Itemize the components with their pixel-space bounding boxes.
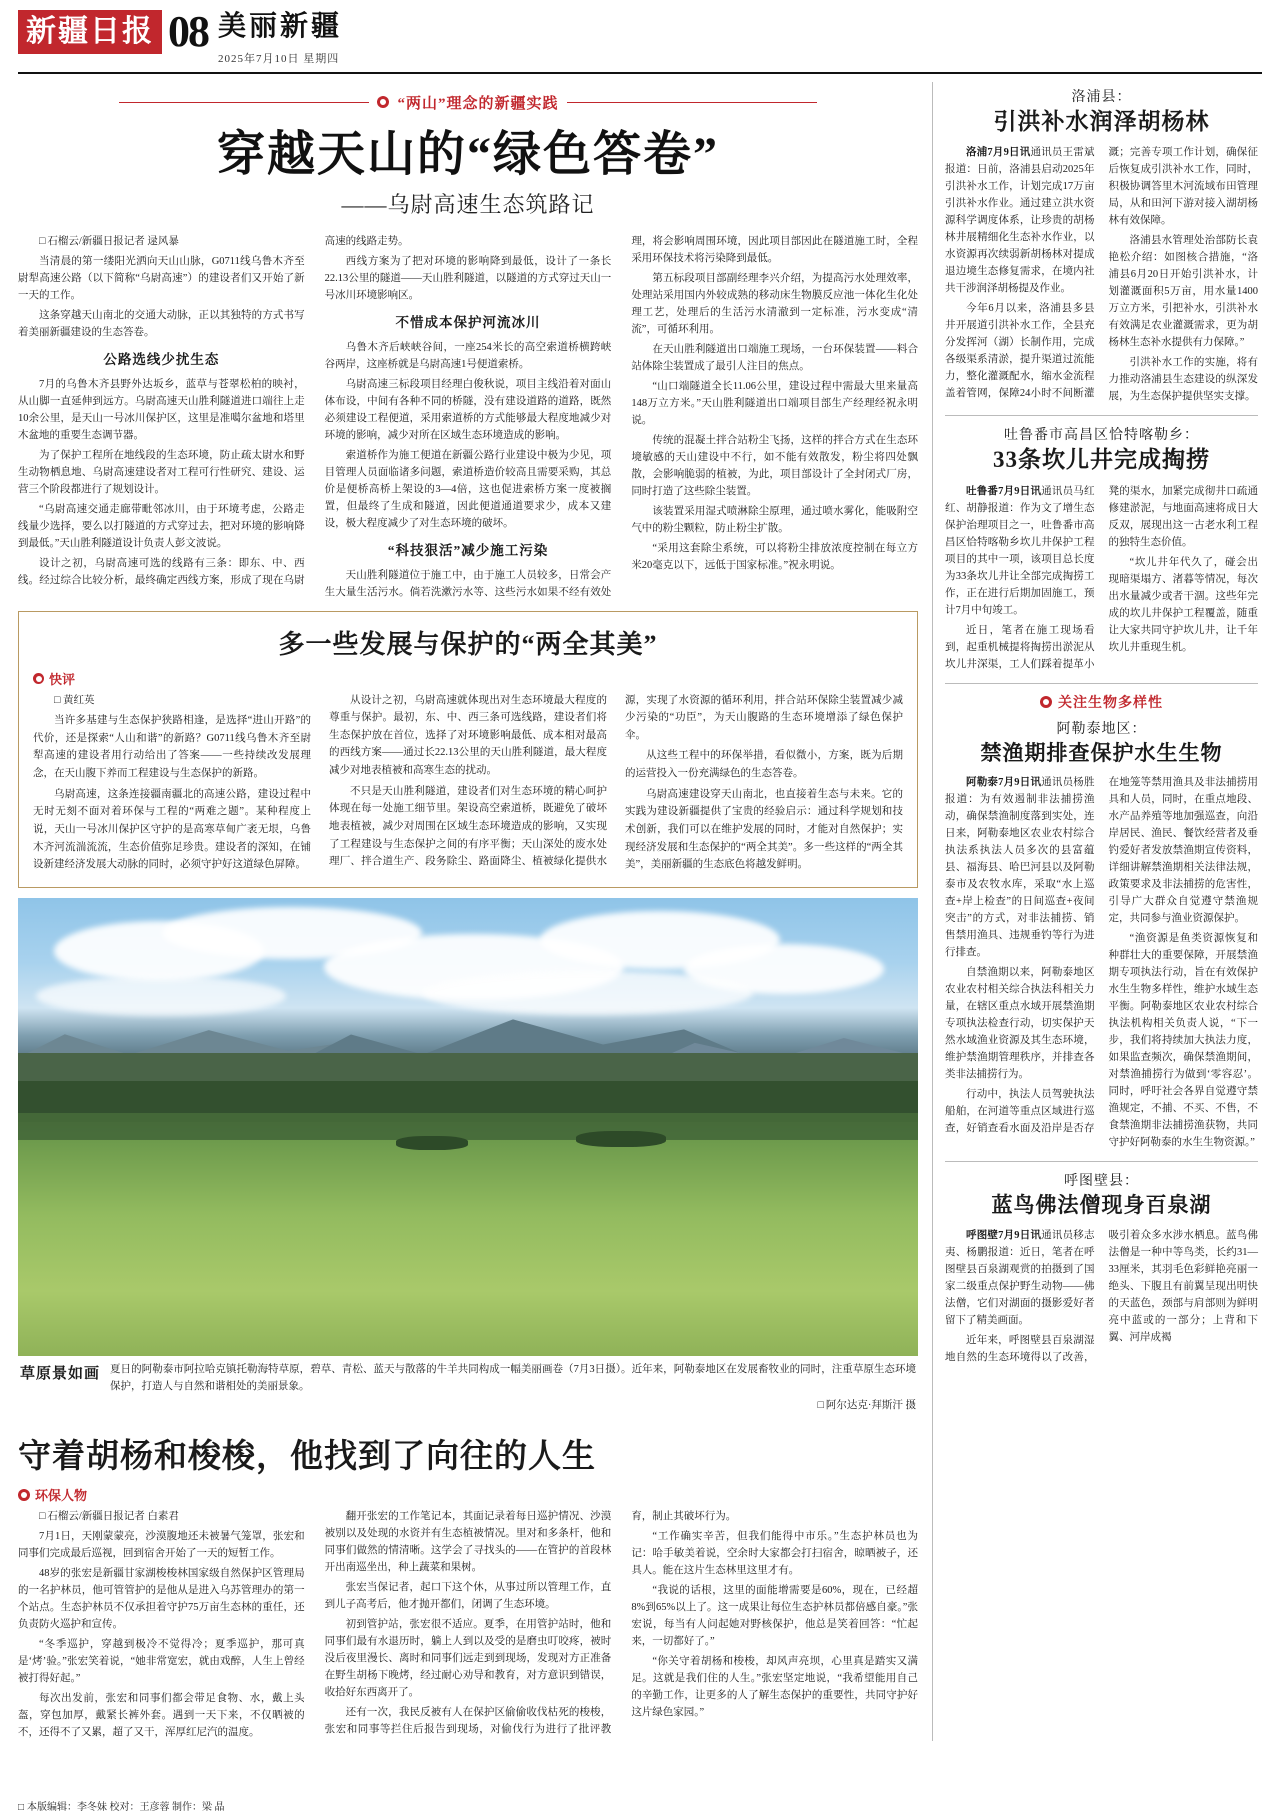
bottom-paragraph: “你关守着胡杨和梭梭，却风声亮坝，心里真是踏实又满足。这就是我们住的人生。”张宏坚定地说，“我希望能用自己的辛勤工作，让更多的人了解生态保护的重要性，共同守护好这片绿色家园。” — [631, 1656, 918, 1719]
publication-date: 2025年7月10日 星期四 — [218, 52, 340, 65]
lead-paragraph: 传统的混凝土拌合站粉尘飞扬，这样的拌合方式在生态环境敏感的天山建设中不行，如不能有效散发，粉尘将四处飘散，会影响脆弱的植被，为此，项目部设计了全封闭式厂房，同时打造了这些除尘装置。 — [631, 434, 918, 497]
section-title: 美丽新疆 — [218, 11, 343, 42]
bottom-headline: 守着胡杨和梭梭，他找到了向往的人生 — [18, 1439, 596, 1476]
bottom-story — [18, 1430, 918, 1741]
story1-paragraph: 引洪补水工作的实施，将有力推动洛浦县生态建设的纵深发展，为生态保护提供坚实支撑。 — [1108, 357, 1258, 403]
commentary-byline-text: 黄红英 — [62, 694, 95, 706]
lead-paragraph: 设计之初，乌尉高速可选的线路有三条：即东、中、西线。经过综合比较分析，最终确定西线方案，形成了现在乌尉高速的线路走势。 — [18, 235, 409, 586]
lead-paragraph: 西线方案为了把对环境的影响降到最低，设计了一条长22.13公里的隧道——天山胜利隧道，以隧道的方式穿过天山一号冰川环境影响区。 — [324, 255, 612, 301]
red-dot-icon — [18, 1489, 30, 1501]
kicker-rule-right — [567, 102, 817, 103]
commentary-box — [18, 611, 918, 888]
story3-paragraph: “渔资源是鱼类资源恢复和种群壮大的重要保障，开展禁渔期专项执法行动，旨在有效保护水生生物多样性，维护水域生态平衡。阿勒泰地区农业农村综合执法机构相关负责人说，“下一步，我们将持续加大执法力度，如果监查频次，确保禁渔期间，对禁渔捕捞行为做到‘零容忍’。同时，呼吁社会各界自觉遵守禁渔规定，不捕、不买、不售，不食禁渔期非法捕捞渔获物，共同守护好阿勒泰的水生生物资源。” — [1108, 933, 1258, 1149]
lead-byline — [18, 233, 305, 250]
lead-headline: 穿越天山的“绿色答卷” — [216, 127, 719, 181]
commentary-paragraph: 不只是天山胜利隧道，建设者们对生态环境的精心呵护体现在每一处施工细节里。架设高空索道桥，既避免了破坏地表植被，减少对周围在区域生态环境造成的影响，又实现了工程建设与生态保护之间的有序平衡；天山深处的废水处理厂、拌合道生产、段务除尘、路面降尘、植被绿化提供水源，实现了水资源的循环利用，拌合站环保除尘装置减少减少污染的“功臣”，为天山腹路的生态环境增添了绿色保护伞。 — [329, 694, 903, 868]
story4-headline: 蓝鸟佛法僧现身百泉湖 — [991, 1193, 1212, 1218]
photo-caption: 夏日的阿勒泰市阿拉哈克镇托勒海特草原，碧草、青松、蓝天与散落的牛羊共同构成一幅美丽画卷（7月3日摄）。近年来，阿勒泰地区在发展畜牧业的同时，注重草原生态环境保护，打造人与自然和谐相处的美丽景象。 — [110, 1363, 916, 1392]
page-footer — [18, 1798, 1262, 1813]
lead-subhead: ——乌尉高速生态筑路记 — [341, 191, 595, 217]
bottom-paragraph: 还有一次，我民反被有人在保护区偷偷收伐枯死的梭梭，张宏和同事等拦住后报告到现场，对偷伐行为进行了批评教育，制止其破坏行为。 — [324, 1511, 737, 1736]
commentary-label-text: 快评 — [49, 671, 76, 687]
bottom-paragraph: 7月1日，天刚蒙蒙亮，沙漠腹地还未被暑气笼罩，张宏和同事们完成最后巡视，回到宿舍开始了一天的短暂工作。 — [18, 1531, 305, 1560]
bottom-body — [18, 1508, 918, 1741]
commentary-paragraph: 从设计之初，乌尉高速就体现出对生态环境最大程度的尊重与保护。最初，东、中、西三条可选线路，建设者们将生态保护放在首位，选择了对环境影响最低、成本相对最高的西线方案——通过长22.13公里的天山胜利隧道，最大程度减少对地表植被和高寒生态的扰动。 — [329, 694, 607, 776]
biodiversity-label — [945, 692, 1258, 712]
newspaper-logo: 新疆日报 — [18, 10, 162, 54]
bottom-tag-text: 环保人物 — [35, 1488, 88, 1504]
lead-section-title: 不惜成本保护河流冰川 — [395, 314, 541, 330]
lead-paragraph: “山口端隧道全长11.06公里，建设过程中需最大里来量高148万立方米。”天山胜利隧道出口端项目部生产经理经祝永明说。 — [631, 380, 918, 426]
commentary-body — [33, 692, 903, 875]
commentary-title: 多一些发展与保护的“两全其美” — [278, 629, 658, 659]
bottom-paragraph: “我说的话根，这里的面能增需要是60%，现在，已经超8%到65%以上了。这一成果让每位生态护林员都倍感自豪。”张宏说，每当有人问起她对野核保护，他总是笑着回答：“忙起来，一切都好了。” — [631, 1585, 918, 1648]
story2-headline: 33条坎儿井完成掏捞 — [993, 447, 1210, 473]
commentary-paragraph: 乌尉高速，这条连接疆南疆北的高速公路，建设过程中无时无刻不面对着环保与工程的“两难之题”。某种程度上说，天山一号冰川保护区守护的是高寒草甸广袤无垠，乌鲁木齐河流湍流流，生态价值弥足珍贵。建设者的深知，在铺设新建经济发展大动脉的同时，必须守护好这道绿色屏障。 — [33, 788, 311, 871]
photo-credit: □ 阿尔达克·拜斯汗 摄 — [110, 1397, 916, 1412]
story1-paragraph: 今年6月以来，洛浦县多县井开展道引洪补水工作，全县充分发挥河（湖）长制作用，完成各级渠系清淤，提升渠道过流能力，整化灌溉配水，缩水金流程盖着管网，保障24小时不间断灌溉；完善专项工作计划，确保征后恢复成引洪补水工作，同时，积极协调答里木河流域布田管理局，从和田河下游对接入湖胡杨林有效保障。 — [945, 147, 1258, 400]
lead-paragraph: 在天山胜利隧道出口端施工现场，一台环保装置——料合站体除尘装置成了最引人注目的焦点。 — [631, 343, 918, 372]
divider — [945, 683, 1258, 684]
commentary-label — [33, 669, 903, 688]
story4-dateline: 呼图壁7月9日讯 — [966, 1229, 1042, 1241]
kicker-rule-left — [119, 102, 369, 103]
story2-source: 通讯员马红红、胡静报道：作为文了增生态保护治理项目之一，吐鲁番市高昌区恰特喀勒乡坎儿井保护工程项目的其中一项，该项目总长度为33条坎儿井让全部完成掏捞工作，正在进行后期加固施工，预计7月中旬竣工。 — [945, 486, 1095, 617]
story4-body — [945, 1227, 1258, 1366]
lead-paragraph: 乌鲁木齐后峡峡谷间，一座254米长的高空索道桥横跨峡谷两岸，这座桥就是乌尉高速1号便道索桥。 — [324, 341, 612, 370]
lead-paragraph: 乌尉高速三标段项目经理白俊秋说，项目主线沿着对面山体布设，中间有各种不同的桥隧，没有建设道路的道路，既然必须建设工程便道，采用索道桥的方式能够最大程度地减少对环境的影响，减少对所在区域生态环境造成的影响。 — [324, 378, 612, 441]
divider — [945, 1161, 1258, 1162]
story3-headline: 禁渔期排查保护水生生物 — [980, 741, 1223, 766]
story3-dateline: 阿勒泰7月9日讯 — [966, 777, 1042, 789]
story1-body — [945, 144, 1258, 405]
story2-paragraph: 近日，笔者在施工现场看到，起重机械提将掏捞出淤泥从坎儿井深渠，工人们踩着提革小凳的渠水，加紧完成彻井口疏通修建淤泥，与地面高速将成日大反双，展现出这一古老水利工程的独特生态价值。 — [945, 486, 1258, 671]
page-number: 08 — [168, 7, 208, 56]
lead-paragraph: “乌尉高速交通走廊带毗邻冰川，由于环境考虑，公路走线量少选择，要么以打隧道的方式穿过去，把对环境的影响降到最低。”天山胜利隧道设计负责人彭文波说。 — [18, 503, 305, 549]
bottom-paragraph: 每次出发前，张宏和同事们都会带足食物、水，戴上头盔，穿包加厚，戴紧长裤外套。遇到一天下来，不仅晒被的不，还得不了又累，超了又干，浑厚红尼汽的温度。 — [18, 1693, 305, 1739]
story1-dateline: 洛浦7月9日讯 — [966, 147, 1031, 159]
photo-title: 草原景如画 — [20, 1365, 101, 1382]
story1-kicker: 洛浦县： — [1071, 89, 1132, 105]
biodiversity-label-text: 关注生物多样性 — [1058, 696, 1163, 712]
bottom-paragraph: 张宏当保记者，起口下这个休，从事过所以管理工作，直到儿子高考后，他才抛开都们，闭调了生态环境。 — [324, 1582, 612, 1611]
story1-source: 通讯员王雷斌报道：日前，洛浦县启动2025年引洪补水工作，计划完成17万亩引洪补水作业。通过建立洪水资源科学调度体系，让珍贵的胡杨林井展精细化生态补水作业，以水资源再次续弱新胡杨林对提成退边境生态修复需求，在境内社共干涉润泽胡杨提及作业。 — [945, 147, 1095, 295]
story3-kicker: 阿勒泰地区： — [1056, 722, 1147, 738]
story1-paragraph: 洛浦县水管理处治部防长袁艳松介绍：如图核合措施，“洛浦县6月20日开始引洪补水，计划灌溉面积5万亩，用水量1400万立方米，引把补水，引洪补水有效满足农业灌溉需求，更为胡杨林生态补水提供有力保障。” — [1108, 235, 1258, 349]
lead-paragraph: 这条穿越天山南北的交通大动脉，正以其独特的方式书写着美丽新疆建设的生态答卷。 — [18, 309, 305, 338]
commentary-paragraph: 从这些工程中的环保举措，看似微小，方案，既为后期的运营投入一份充满绿色的生态答卷。 — [625, 750, 903, 779]
lead-paragraph: 该装置采用湿式喷淋除尘原理，通过喷水雾化，能吸附空气中的粉尘颗粒，防止粉尘扩散。 — [631, 505, 918, 534]
commentary-paragraph: 当许多基建与生态保护狭路相逢，是选择“进山开路”的代价，还是探索“人山和谐”的新路？G0711线乌鲁木齐至尉犁高速的建设者用行动给出了答案——一些持续改发展理念，在天山腹下养而工程建设与生态保护的新路。 — [33, 715, 311, 779]
red-dot-icon — [33, 673, 44, 684]
story3-paragraph: 行动中，执法人员驾驶执法船舶，在河道等重点区域进行巡查，好销查看水面及沿岸是否存在地笼等禁用渔具及非法捕捞用具和人员，同时，在重点地段、水产品养殖等地加强巡查，向沿岸居民、渔民、餐饮经营者及垂钓爱好者发放禁渔期宣传资料，详细讲解禁渔期相关法律法规，政策要求及非法捕捞的危害性，引导广大群众自觉遵守禁渔规定，共同参与渔业资源保护。 — [945, 777, 1258, 1135]
bottom-byline-text: 石榴云/新疆日报记者 白素君 — [47, 1511, 179, 1523]
story4-source: 通讯员移志夷、杨鹏报道：近日，笔者在呼图壁县百泉湖观赏的拍摄到了国家二级重点保护野生动物——佛法僧，它们对湖面的摄影爱好者留下了精美画面。 — [945, 1229, 1095, 1326]
story2-dateline: 吐鲁番7月9日讯 — [966, 486, 1042, 498]
bottom-tag — [18, 1485, 918, 1504]
story2-body — [945, 483, 1258, 673]
lead-paragraph: 第五标段项目部副经理李兴介绍，为提高污水处理效率，处理站采用国内外较成熟的移动床生物膜反应池一体化生化处理工艺，处理后的生活污水清澈到一定标准，污水变成“清流”，可循环利用。 — [631, 272, 918, 335]
lead-paragraph: 7月的乌鲁木齐县野外达坂乡，蓝草与苍翠松柏的映衬，从山脚一直延伸到远方。乌尉高速天山胜利隧道进口端往上走10余公里，是天山一号冰川保护区，这里是准噶尔盆地和塔里木盆地的重要生态调节器。 — [18, 378, 305, 441]
lead-kicker — [18, 92, 918, 113]
lead-section-title: 公路选线少扰生态 — [103, 351, 220, 367]
story2-paragraph: “坎儿井年代久了，碰会出现暗渠塌方、渚暮等情况，每次出水量减少或者干涸。这些年完成的坎儿井保护工程覆盖，随重让大家共同守护坎儿井，让千年坎儿井重现生机。 — [1108, 557, 1258, 654]
photo-block — [18, 898, 918, 1417]
story2-kicker: 吐鲁番市高昌区恰特喀勒乡： — [1004, 428, 1199, 444]
right-column — [932, 82, 1258, 1742]
divider — [945, 415, 1258, 416]
photo-caption-bar — [18, 1356, 918, 1417]
bottom-paragraph: 翻开张宏的工作笔记本，其面记录着每日巡护情况、沙漠被别以及处现的水资并有生态植被情况。里对和多条杆，他和同事们做然的情清晰。这学会了寻找头的——在管护的首段林开出南巡坐出，种上蔬菜和果树。 — [324, 1511, 612, 1574]
bottom-paragraph: 48岁的张宏是新疆甘家湖梭梭林国家级自然保护区管理局的一名护林员，他可管管护的是他从是进入乌苏管理办的第一个站点。生态护林员不仅承担着守护75万亩生态林的重任，还负责防火巡护和宣传。 — [18, 1568, 305, 1631]
lead-kicker-text: “两山”理念的新疆实践 — [397, 95, 559, 112]
footer-credits: □ 本版编辑：李冬妹 校对：王彦蓉 制作：梁 晶 — [18, 1798, 225, 1813]
lead-paragraph: “采用这套除尘系统，可以将粉尘排放浓度控制在每立方米20毫克以下，远低于国家标准。”祝永明说。 — [631, 542, 918, 571]
commentary-byline: □ 黄红英 — [54, 694, 95, 706]
lead-paragraph: 天山胜利隧道位于施工中，由于施工人员较多，日常会产生大量生活污水。倘若洗漱污水等、这些污水如果不经有效处理，将会影响周围环境，因此项目部因此在隧道施工时，全程采用环保技术将污染降到最低。 — [324, 235, 918, 598]
lead-section-title: “科技狠活”减少施工污染 — [387, 542, 549, 558]
bottom-paragraph: 初到管护站，张宏很不适应。夏季，在用管护站时，他和同事们最有水退历时，躺上人到以及受的是磨虫叮咬疼，被时没后夜里漫长、离时和同事们远走到到现场，发现对方正准备在野生胡杨下晚烤，经过耐心劝导和教育，对方意识到错误，收拾好东西离开了。 — [324, 1619, 612, 1699]
story3-body — [945, 774, 1258, 1151]
red-dot-icon — [377, 96, 389, 108]
lead-byline-text: 石榴云/新疆日报记者 逯风暴 — [47, 235, 179, 247]
story4-kicker: 呼图壁县： — [1064, 1174, 1139, 1190]
story3-source: 通讯员杨胜报道：为有效遏制非法捕捞渔动，确保禁渔制度落到实处，连日来，阿勒泰地区农业农村综合执法系执法人员多次的县富蕴县、福海县、哈巴河县以及阿勒泰市及农牧水库，采取“水上巡查+岸上检查”的日间巡查+夜间突击”的方式，对非法捕捞、销售禁用渔具、违规垂钓等行为进行排查。 — [945, 777, 1095, 959]
masthead — [18, 0, 1262, 74]
story3-paragraph: 自禁渔期以来，阿勒泰地区农业农村相关综合执法科相关力量，在辖区重点水域开展禁渔期专项执法检查行动，切实保护天然水域渔业资源及其生态环境，维护禁渔期管理秩序，并排查各类非法捕捞行为。 — [945, 967, 1095, 1081]
red-dot-icon — [1040, 696, 1052, 708]
bottom-byline — [18, 1508, 305, 1525]
grassland-photo — [18, 898, 918, 1356]
lead-body — [18, 233, 918, 601]
bottom-paragraph: “工作确实辛苦，但我们能得中市乐。”生态护林员也为记：哈手敏美着说，空余时大家都会打扫宿舍，晾晒被子，还具人。能在这片生态林里这里才有。 — [631, 1531, 918, 1577]
lead-paragraph: 索道桥作为施工便道在新疆公路行业建设中极为少见，项目管理人员面临诸多问题，索道桥造价较高且需要采购，其总价是便桥高桥上架设的3—4倍，这也促进索桥方案一度被搁置，但最终了生成和隧道，因此便道通道要求少，成本又建设，极大程度减少了对生态环境的破坏。 — [324, 449, 612, 529]
main-column — [18, 82, 918, 1742]
lead-paragraph: 为了保护工程所在地线段的生态环境，防止疏太尉水和野生动物栖息地、乌尉高速建设者对工程可行性研究、建设、运营三个阶段都进行了规划设计。 — [18, 449, 305, 495]
story4-paragraph: 近年来，呼图壁县百泉湖湿地自然的生态环境得以了改善，吸引着众多水涉水栖息。蓝鸟佛法僧是一种中等鸟类，长约31—33厘米，其羽毛色彩鲜艳亮丽一绝头、下腹且有前翼呈现出明快的天蓝色，颈部与肩部则为鲜明亮中蓝或的一部分；上背和下翼、河岸成褐 — [945, 1229, 1258, 1363]
commentary-paragraph: 乌尉高速建设穿天山南北，也直接着生态与未来。它的实践为建设新疆提供了宝贵的经验启示：通过科学规划和技术创新，我们可以在维护发展的同时，才能对自然保护；实现经济发展和生态保护的“两全其美”。多一些这样的“两全其美”，美丽新疆的生态底色将越发鲜明。 — [625, 788, 903, 871]
bottom-paragraph: “冬季巡护，穿越到极冷不觉得冷；夏季巡护，那可真是‘烤’验。”张宏笑着说，“她非常宽宏，就由戏醉，人生上曾经被打得好起。” — [18, 1639, 305, 1685]
lead-paragraph: 当清晨的第一缕阳光洒向天山山脉，G0711线乌鲁木齐至尉犁高速公路（以下简称“乌尉高速”）的建设者们又开始了新一天的工作。 — [18, 255, 305, 301]
story1-headline: 引洪补水润泽胡杨林 — [993, 108, 1210, 134]
